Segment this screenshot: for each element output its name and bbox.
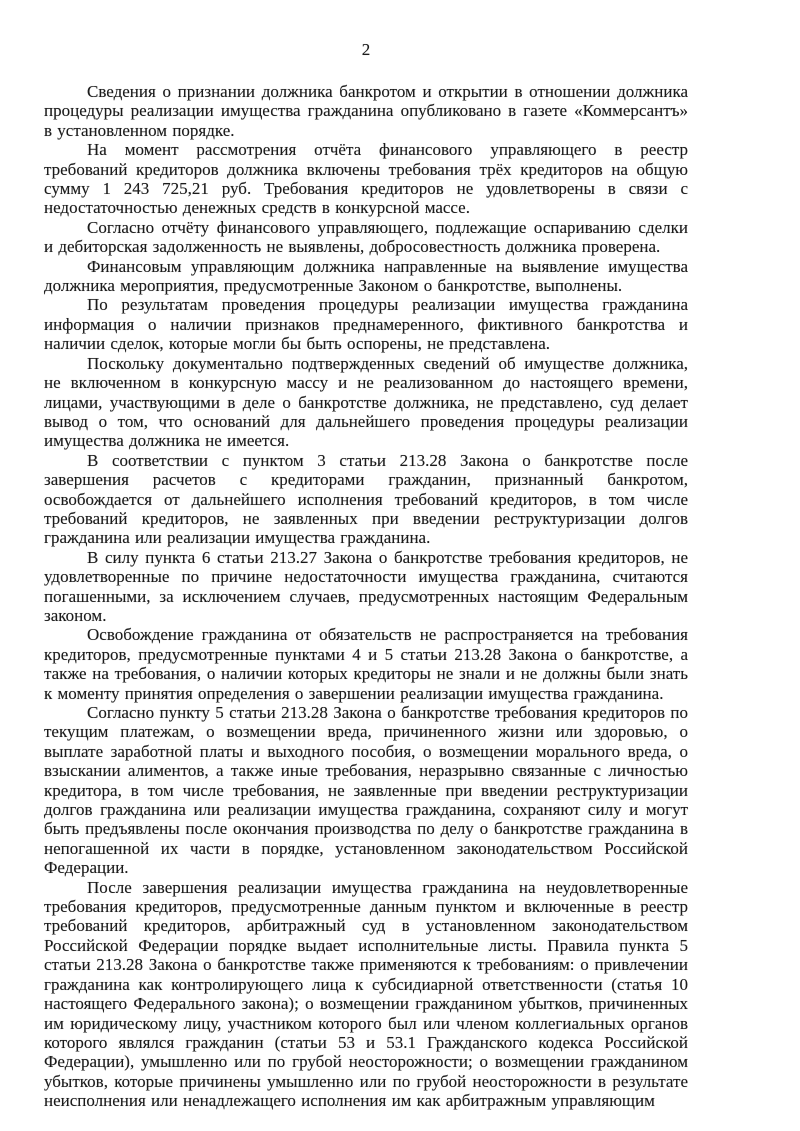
page-number: 2 xyxy=(361,40,371,59)
document-body xyxy=(44,82,688,1111)
paragraph: На момент рассмотрения отчёта финансового управляющего в реестр требований кредиторов должника включены требования трёх кредиторов на общую сумму 1 243 725,21 руб. Требования кредиторов не удовлетворены в связи с недостаточностью денежных средств в конкурсной массе. xyxy=(44,140,688,218)
paragraph: Финансовым управляющим должника направленные на выявление имущества должника мероприятия, предусмотренные Законом о банкротстве, выполнены. xyxy=(44,256,688,296)
paragraph: После завершения реализации имущества гражданина на неудовлетворенные требования кредиторов, предусмотренные данным пунктом и включенные в реестр требований кредиторов, арбитражный суд в установленном законодательством Российской Федерации порядке выдает исполнительные листы. Правила пункта 5 статьи 213.28 Закона о банкротстве также применяются к требованиям: о привлечении гражданина как контролирующего лица к субсидиарной ответственности (статья 10 настоящего Федерального закона); о возмещении гражданином убытков, причиненных им юридическому лицу, участником которого был или членом коллегиальных органов которого являлся гражданин (статьи 53 и 53.1 Гражданского кодекса Российской Федерации), умышленно или по грубой неосторожности; о возмещении гражданином убытков, которые причинены умышленно или по грубой неосторожности в результате неисполнения или ненадлежащего исполнения им как арбитражным управляющим xyxy=(44,877,688,1111)
paragraph: Согласно отчёту финансового управляющего, подлежащие оспариванию сделки и дебиторская задолженность не выявлены, добросовестность должника проверена. xyxy=(44,217,688,257)
paragraph: По результатам проведения процедуры реализации имущества гражданина информация о наличии признаков преднамеренного, фиктивного банкротства и наличии сделок, которые могли бы быть оспорены, не представлена. xyxy=(44,295,688,354)
paragraph: В силу пункта 6 статьи 213.27 Закона о банкротстве требования кредиторов, не удовлетворенные по причине недостаточности имущества гражданина, считаются погашенными, за исключением случаев, предусмотренных настоящим Федеральным законом. xyxy=(44,547,688,625)
paragraph: Освобождение гражданина от обязательств не распространяется на требования кредиторов, предусмотренные пунктами 4 и 5 статьи 213.28 Закона о банкротстве, а также на требования, о наличии которых кредиторы не знали и не должны были знать к моменту принятия определения о завершении реализации имущества гражданина. xyxy=(44,625,688,703)
paragraph: Сведения о признании должника банкротом и открытии в отношении должника процедуры реализации имущества гражданина опубликовано в газете «Коммерсантъ» в установленном порядке. xyxy=(44,82,688,140)
paragraph: Поскольку документально подтвержденных сведений об имуществе должника, не включенном в конкурсную массу и не реализованном до настоящего времени, лицами, участвующими в деле о банкротстве должника, не представлено, суд делает вывод о том, что оснований для дальнейшего проведения процедуры реализации имущества должника не имеется. xyxy=(44,353,688,451)
paragraph: В соответствии с пунктом 3 статьи 213.28 Закона о банкротстве после завершения расчетов с кредиторами гражданин, признанный банкротом, освобождается от дальнейшего исполнения требований кредиторов, в том числе требований кредиторов, не заявленных при введении реструктуризации долгов гражданина или реализации имущества гражданина. xyxy=(44,450,688,548)
paragraph: Согласно пункту 5 статьи 213.28 Закона о банкротстве требования кредиторов по текущим платежам, о возмещении вреда, причиненного жизни или здоровью, о выплате заработной платы и выходного пособия, о возмещении морального вреда, о взыскании алиментов, а также иные требования, неразрывно связанные с личностью кредитора, в том числе требования, не заявленные при введении реструктуризации долгов гражданина или реализации имущества гражданина, сохраняют силу и могут быть предъявлены после окончания производства по делу о банкротстве гражданина в непогашенной их части в порядке, установленном законодательством Российской Федерации. xyxy=(44,703,688,878)
